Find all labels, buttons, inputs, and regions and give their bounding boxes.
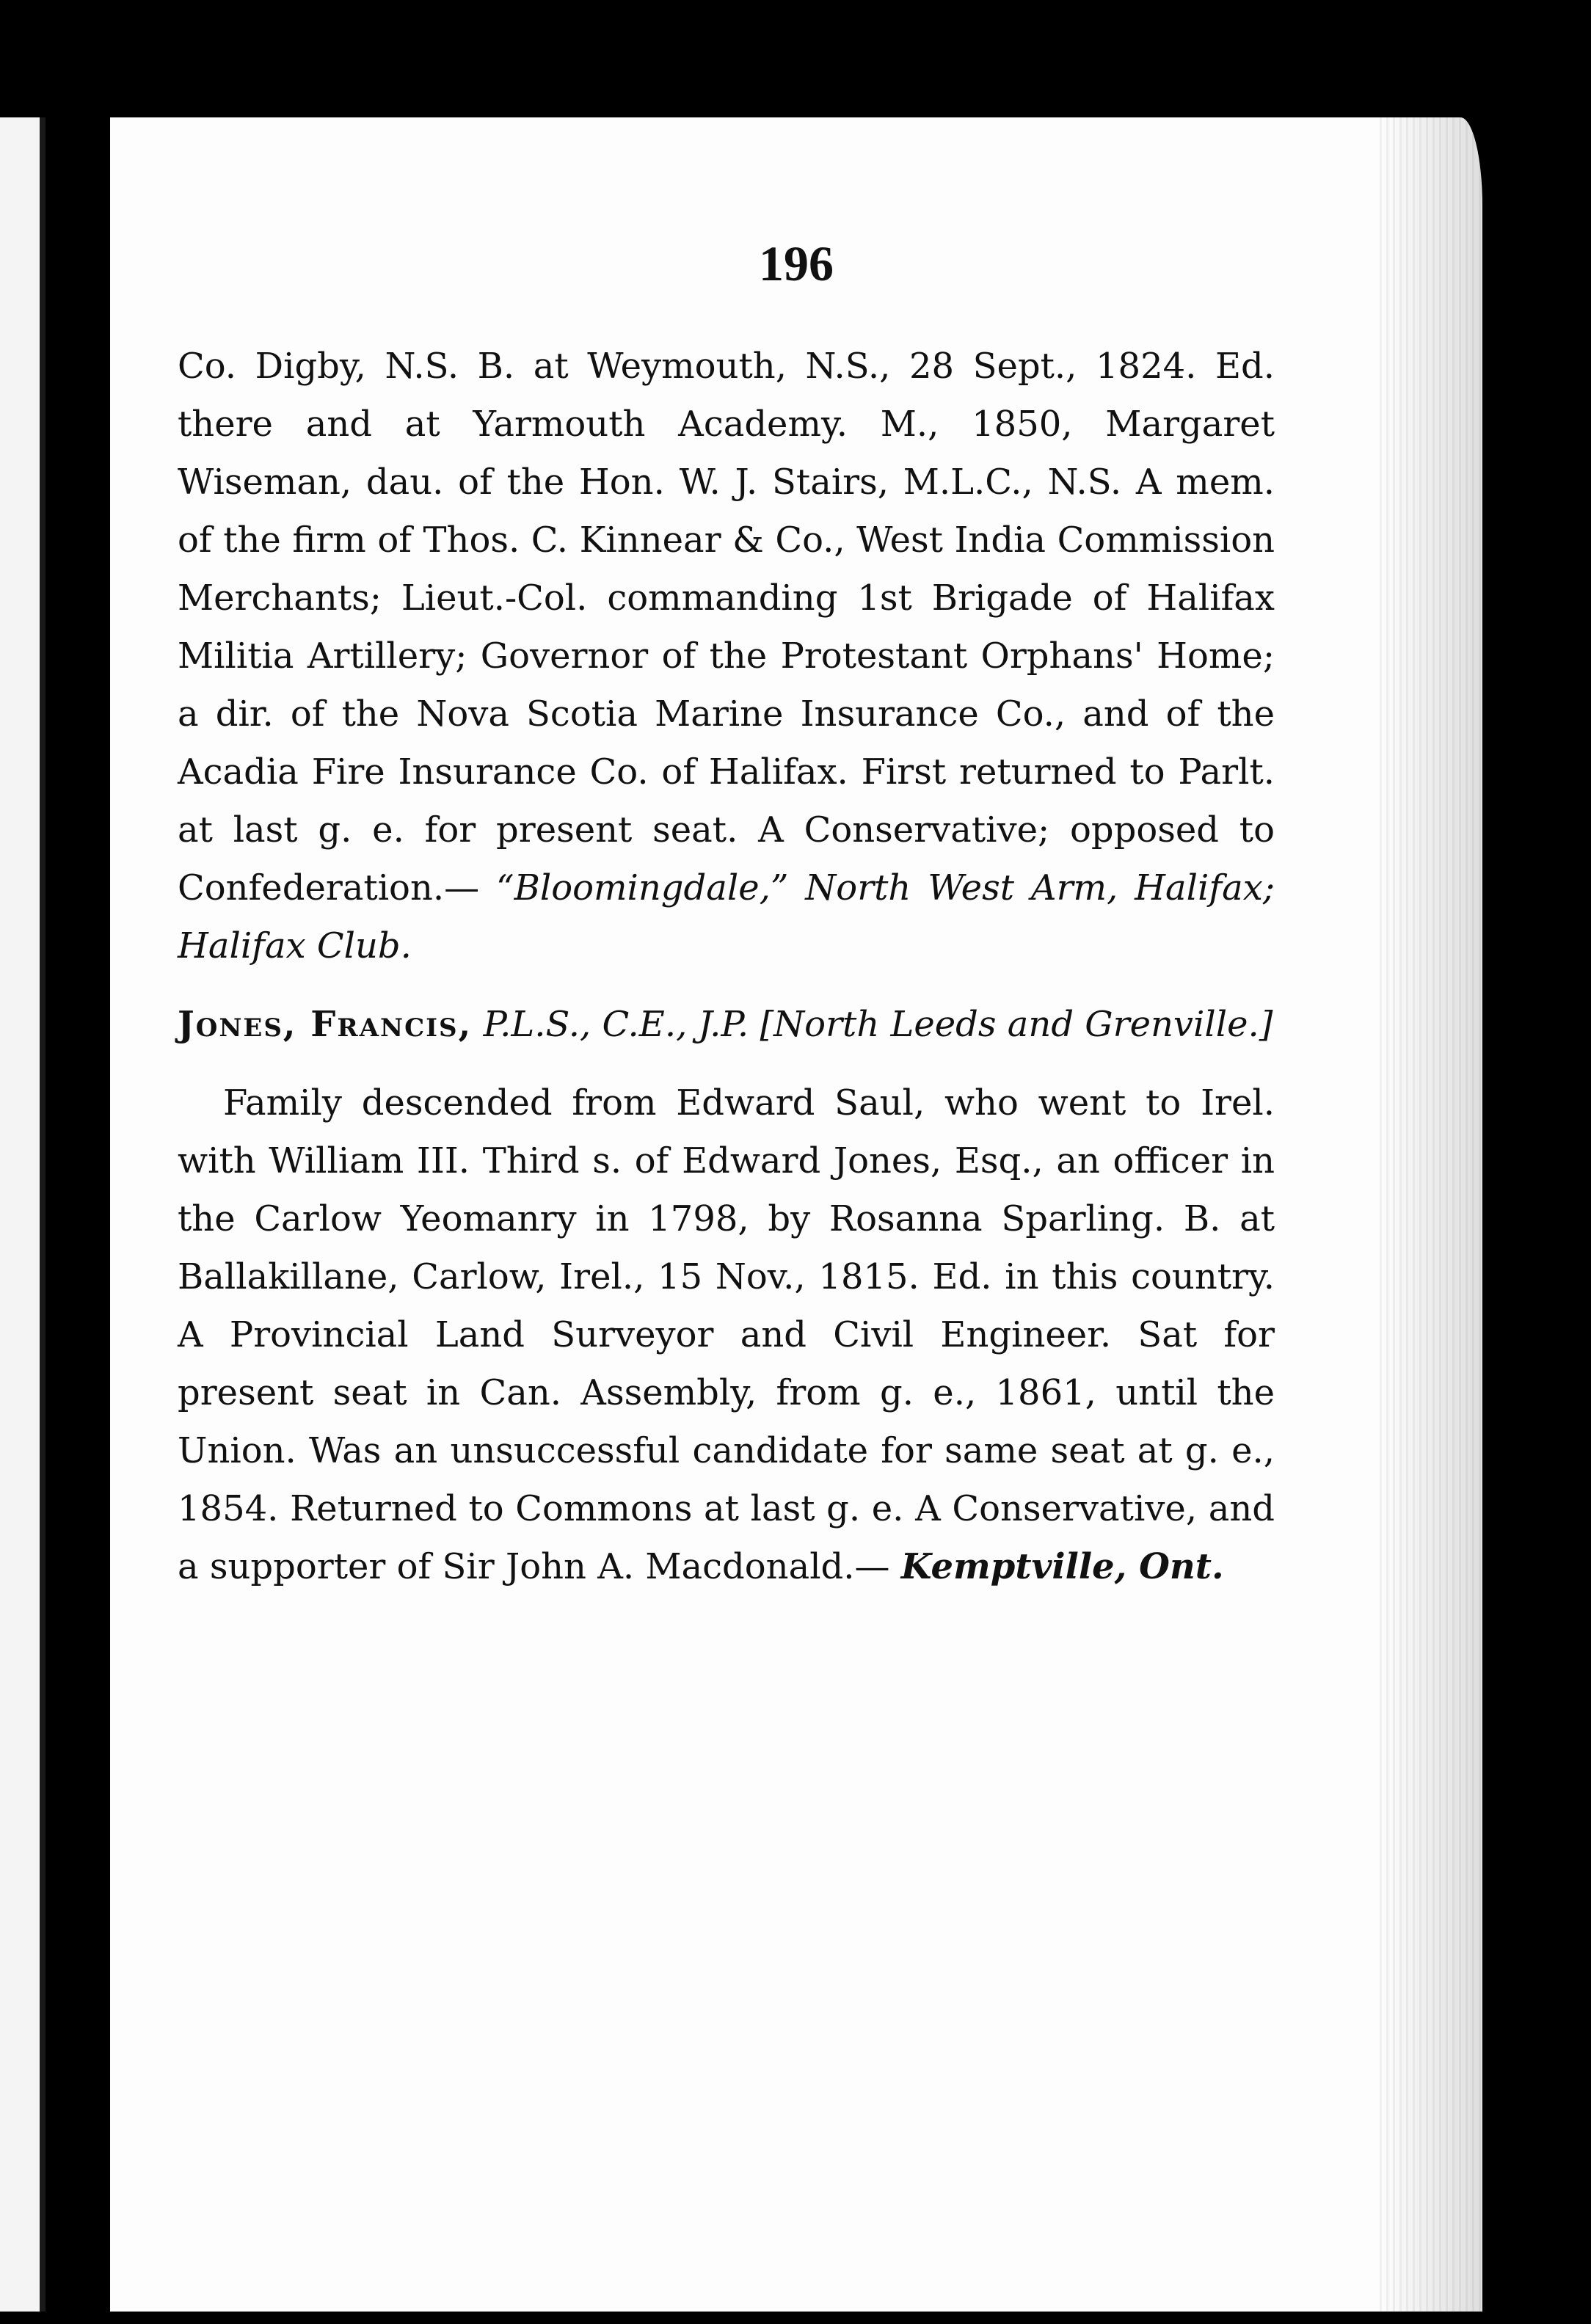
entry-residence: Kemptville, Ont. [900, 1546, 1224, 1587]
entry-continued [178, 338, 1275, 975]
entry-name: Jones, Francis, [178, 1004, 473, 1045]
entry-heading [178, 996, 1275, 1054]
page-edge-shadow [1380, 117, 1482, 2312]
entry-continued-residence: “Bloomingdale,” North West Arm, Halifax; Halifax Club. [178, 867, 1275, 966]
book-page [110, 117, 1482, 2312]
page-text [178, 338, 1275, 1596]
adjacent-page-edge [0, 117, 45, 2312]
entry-body [178, 1074, 1275, 1596]
entry-body-text: Family descended from Edward Saul, who went to Irel. with William III. Third s. of Edward Jones, Esq., an officer in the Carlow Yeomanry in 1798, by Rosanna Sparling. B. at Ballakillane, Carlow, Irel., 15 Nov., 1815. Ed. in this country. A Provincial Land Surveyor and Civil Engineer. Sat for present seat in Can. Assembly, from g. e., 1861, until the Union. Was an unsuccessful candidate for same seat at g. e., 1854. Returned to Commons at last g. e. A Conservative, and a supporter of Sir John A. Macdonald.— [178, 1082, 1275, 1587]
page-number: 196 [759, 236, 834, 291]
entry-constituency: [North Leeds and Grenville.] [760, 1004, 1273, 1045]
entry-continued-body: Co. Digby, N.S. B. at Weymouth, N.S., 28 Sept., 1824. Ed. there and at Yarmouth Academy. M., 1850, Margaret Wiseman, dau. of the Hon. W. J. Stairs, M.L.C., N.S. A mem. of the firm of Thos. C. Kinnear & Co., West India Commission Merchants; Lieut.-Col. commanding 1st Brigade of Halifax Militia Artillery; Governor of the Protestant Orphans' Home; a dir. of the Nova Scotia Marine Insurance Co., and of the Acadia Fire Insurance Co. of Halifax. First returned to Parlt. at last g. e. for present seat. A Conservative; opposed to Confederation.— [178, 346, 1275, 908]
entry-titles: P.L.S., C.E., J.P. [483, 1004, 749, 1045]
